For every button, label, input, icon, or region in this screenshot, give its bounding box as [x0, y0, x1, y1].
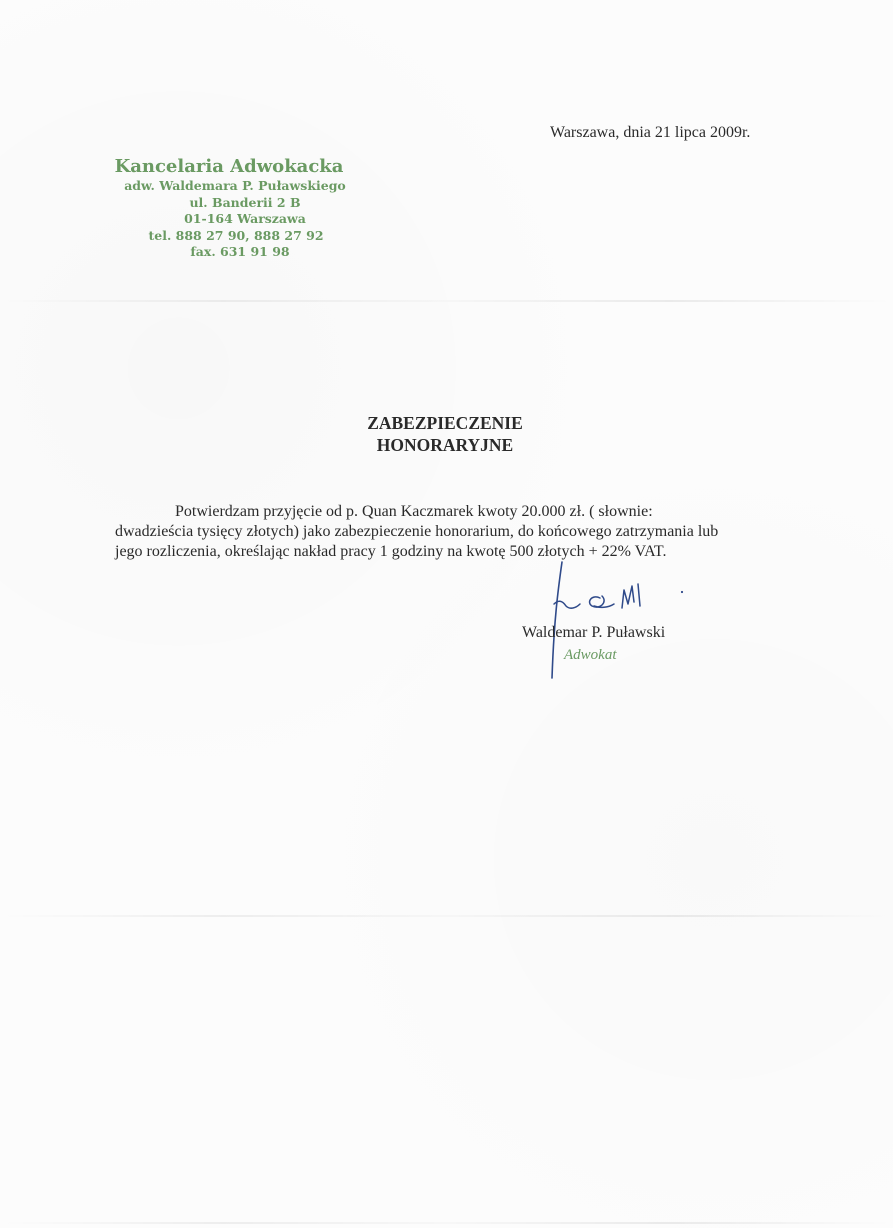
paper-fold-line [0, 1222, 893, 1224]
letterhead-street-line: ul. Banderii 2 B [189, 194, 301, 210]
document-title [300, 412, 590, 456]
signature-dot [681, 591, 683, 593]
document-title-line-2: HONORARYJNE [376, 435, 514, 455]
letterhead-attorney-line: adw. Waldemara P. Puławskiego [124, 178, 346, 193]
body-line-3: jego rozliczenia, określając nakład pracy 1 godziny na kwotę 500 złotych + 22% VAT. [115, 543, 667, 560]
document-title-line-1: ZABEZPIECZENIE [367, 413, 523, 433]
signer-role: Adwokat [564, 647, 617, 663]
signature-stroke [552, 562, 562, 678]
body-line-2: dwadzieścia tysięcy złotych) jako zabezpieczenie honorarium, do końcowego zatrzymania lub [115, 523, 719, 540]
signature-stroke [622, 584, 640, 608]
paper-fold-line [0, 915, 893, 917]
body-line-1: Potwierdzam przyjęcie od p. Quan Kaczmarek kwoty 20.000 zł. ( słownie: [175, 503, 653, 520]
paper-fold-line [0, 300, 893, 302]
letterhead [100, 158, 390, 263]
letterhead-phone-line: tel. 888 27 90, 888 27 92 [148, 227, 324, 243]
letterhead-fax-line: fax. 631 91 98 [190, 244, 290, 259]
signature-stroke [554, 601, 580, 608]
place-and-date: Warszawa, dnia 21 lipca 2009r. [550, 124, 751, 141]
signer-name: Waldemar P. Puławski [522, 624, 666, 641]
document-body [115, 502, 780, 562]
letterhead-firm-name: Kancelaria Adwokacka [114, 156, 344, 177]
signature-stroke [590, 596, 614, 607]
letterhead-city-line: 01-164 Warszawa [184, 211, 306, 226]
